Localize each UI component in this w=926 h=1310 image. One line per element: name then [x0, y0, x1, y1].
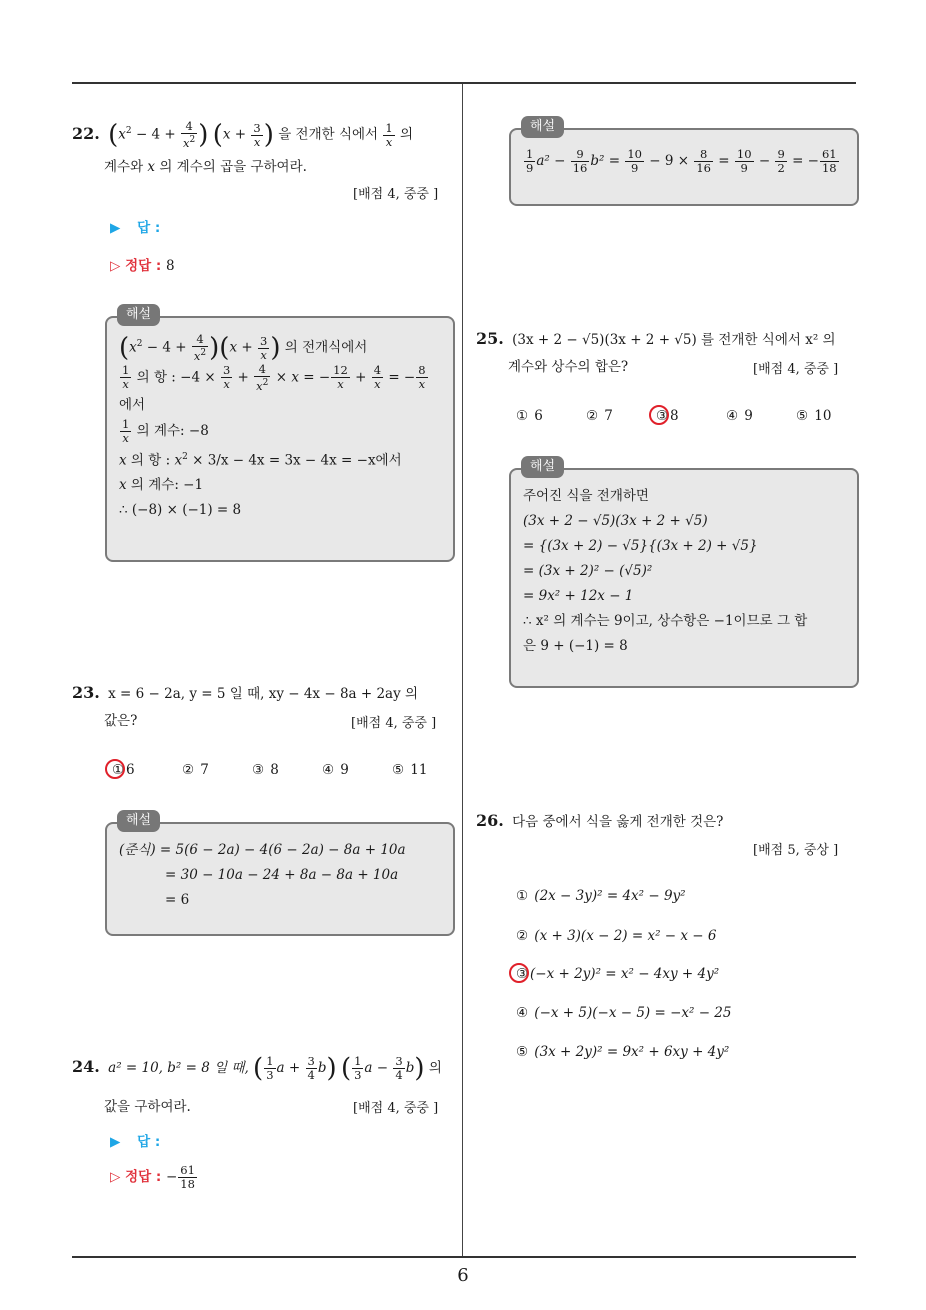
option-1[interactable]: ① 6 [515, 408, 543, 424]
option-5[interactable]: ⑤ (3x + 2y)² = 9x² + 6xy + 4y² [515, 1044, 730, 1060]
triangle-open-icon: ▷ [110, 1169, 121, 1185]
problem-22-meta: [배점 4, 중중 ] [353, 187, 439, 202]
option-3[interactable]: ③ (−x + 2y)² = x² − 4xy + 4y² [514, 966, 719, 982]
option-3[interactable]: ③ 8 [251, 762, 279, 778]
problem-22-solution: 해설 ($x^2 - 4$ + $\frac{4}{x^2}$ )(x + $\frac{3}{x}$ ) 의 전개식에서 $\frac{1}{x}$ 의 항 : −4 × $\frac{3}{x}$ + $\frac{4}{x^2}$ × x = − $\frac{12}{x}$ + $\frac{4}{x}$ = − $\frac{8}{x}$ 에서 $\frac{1}{x}$ 의 계수: −8 x 의 항 : $x^2 \times 3/x - 4x = 3x - 4x = -x$에서 x 의 계수: −1 ∴ (−8) × (−1) = 8 [105, 316, 455, 562]
problem-number: 26. [476, 811, 504, 830]
selected-circle [105, 759, 125, 779]
problem-number: 22. [72, 123, 100, 143]
option-4[interactable]: ④ (−x + 5)(−x − 5) = −x² − 25 [515, 1005, 732, 1021]
problem-25-stem-line2: 계수와 상수의 합은? [508, 359, 629, 375]
option-1[interactable]: ① 6 [110, 762, 135, 778]
problem-23-meta: [배점 4, 중중 ] [351, 716, 437, 731]
problem-22-stem: 22. ($x^2 - 4$ + $\frac{4}{x^2}$ ) (x + $\frac{3}{x}$ ) 을 전개한 식에서 $\frac{1}{x}$ 의 [72, 119, 414, 150]
bottom-rule [72, 1256, 856, 1258]
problem-number: 25. [476, 329, 504, 348]
problem-24-answer-field[interactable]: ▶ 답 : [110, 1134, 161, 1150]
column-divider [462, 84, 463, 1258]
problem-26-stem: 26. 다음 중에서 식을 옳게 전개한 것은? [476, 811, 724, 830]
problem-25-solution: 해설 주어진 식을 전개하면 (3x + 2 − √5)(3x + 2 + √5) = {(3x + 2) − √5}{(3x + 2) + √5} = (3x + 2)² − (√5)² = 9x² + 12x − 1 ∴ x² 의 계수는 9이고, 상수항은 −1이므로 그 합 은 9 + (−1) = 8 [509, 468, 859, 688]
problem-23-stem-line2: 값은? [104, 713, 138, 729]
problem-25-meta: [배점 4, 중중 ] [753, 362, 839, 377]
problem-22-answer-field[interactable]: ▶ 답 : [110, 220, 161, 236]
option-2[interactable]: ② 7 [585, 408, 613, 424]
solution-tag: 해설 [521, 456, 564, 478]
option-1[interactable]: ① (2x − 3y)² = 4x² − 9y² [515, 888, 686, 904]
page-number: 6 [457, 1265, 469, 1286]
problem-24-correct-answer: ▷ 정답 : − $\frac{61}{18}$ [110, 1163, 195, 1191]
triangle-filled-icon: ▶ [110, 220, 121, 236]
option-5[interactable]: ⑤ 10 [795, 408, 832, 424]
problem-24-stem: 24. a² = 10, b² = 8 일 때, ( $\frac{1}{3}$ a + $\frac{3}{4}$ b) ( $\frac{1}{3}$ a − $\frac{3}{4}$ b) 의 [72, 1053, 442, 1084]
triangle-open-icon: ▷ [110, 258, 121, 274]
problem-24-meta: [배점 4, 중중 ] [353, 1101, 439, 1116]
option-5[interactable]: ⑤ 11 [391, 762, 428, 778]
selected-circle [509, 963, 529, 983]
triangle-filled-icon: ▶ [110, 1134, 121, 1150]
problem-23-solution: 해설 (준식) = 5(6 − 2a) − 4(6 − 2a) − 8a + 10a = 30 − 10a − 24 + 8a − 8a + 10a = 6 [105, 822, 455, 936]
solution-tag: 해설 [521, 116, 564, 138]
option-4[interactable]: ④ 9 [321, 762, 349, 778]
option-3[interactable]: ③ 8 [654, 408, 679, 424]
top-rule [72, 82, 856, 84]
problem-22-correct-answer: ▷ 정답 : 8 [110, 258, 175, 274]
problem-22-stem-line2: 계수와 x 의 계수의 곱을 구하여라. [104, 159, 307, 175]
problem-24-stem-line2: 값을 구하여라. [104, 1099, 191, 1115]
problem-26-meta: [배점 5, 중상 ] [753, 843, 839, 858]
problem-25-stem: 25. (3x + 2 − √5)(3x + 2 + √5) 를 전개한 식에서 x² 의 [476, 329, 836, 348]
problem-number: 24. [72, 1057, 100, 1076]
option-2[interactable]: ② 7 [181, 762, 209, 778]
solution-tag: 해설 [117, 810, 160, 832]
problem-23-stem: 23. x = 6 − 2a, y = 5 일 때, xy − 4x − 8a + 2ay 의 [72, 683, 419, 702]
problem-24-solution: 해설 $\frac{1}{9}$ a² − $\frac{9}{16}$ b² = $\frac{10}{9}$ − 9 × $\frac{8}{16}$ = $\frac{10}{9}$ − $\frac{9}{2}$ = − $\frac{61}{18}$ [509, 128, 859, 206]
selected-circle [649, 405, 669, 425]
option-4[interactable]: ④ 9 [725, 408, 753, 424]
problem-number: 23. [72, 683, 100, 702]
option-2[interactable]: ② (x + 3)(x − 2) = x² − x − 6 [515, 928, 717, 944]
solution-tag: 해설 [117, 304, 160, 326]
